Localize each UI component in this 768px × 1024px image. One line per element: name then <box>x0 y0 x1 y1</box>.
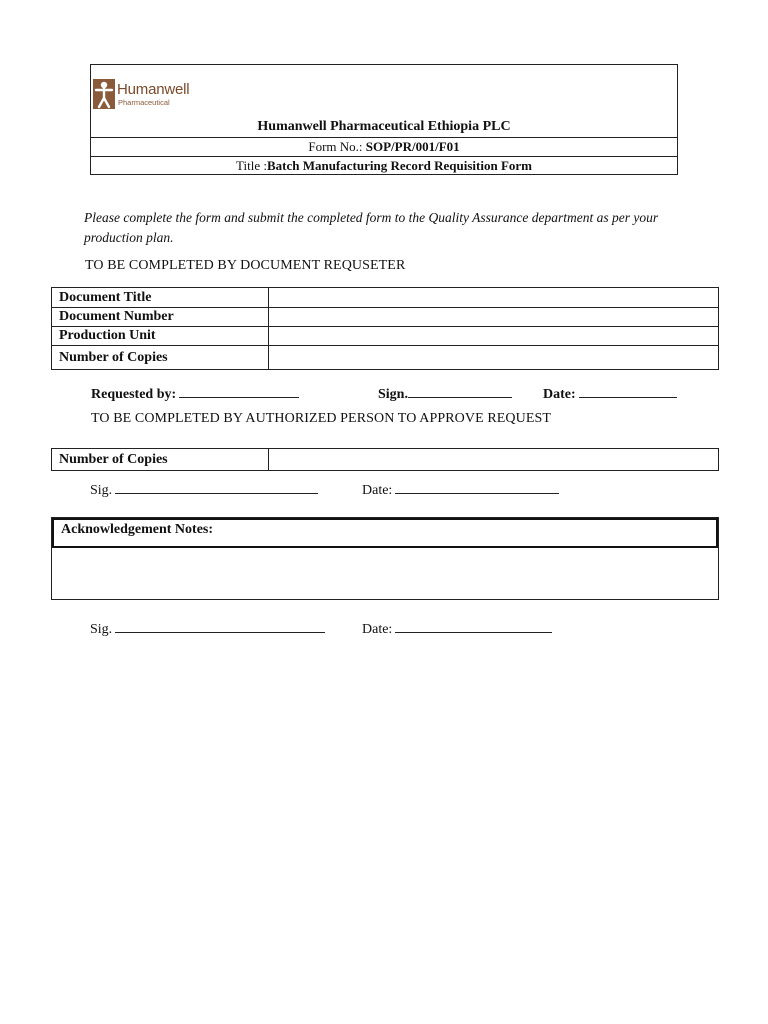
requested-by-field[interactable] <box>179 384 299 398</box>
humanwell-figure-icon <box>93 79 115 109</box>
row-label-approved-copies: Number of Copies <box>52 449 269 471</box>
approver-sig-label: Sig. <box>90 483 113 498</box>
ack-date-line <box>362 619 552 638</box>
production-unit-field[interactable] <box>269 327 719 346</box>
row-label-document-title: Document Title <box>52 288 269 308</box>
requested-by-line <box>91 384 299 403</box>
form-title-row <box>91 156 677 175</box>
approver-date-label: Date: <box>362 483 393 498</box>
requester-table <box>51 287 719 370</box>
requester-sign-line <box>378 384 512 403</box>
logo-name: Humanwell <box>117 81 190 98</box>
requester-date-field[interactable] <box>579 384 677 398</box>
table-row <box>52 449 719 471</box>
form-number-value: SOP/PR/001/F01 <box>365 139 460 154</box>
document-title-field[interactable] <box>269 288 719 308</box>
ack-date-label: Date: <box>362 622 393 637</box>
acknowledgement-box <box>51 517 719 600</box>
requester-date-line <box>543 384 677 403</box>
form-number-row <box>91 138 677 157</box>
requester-sign-label: Sign. <box>378 387 408 402</box>
ack-date-field[interactable] <box>395 619 552 633</box>
table-row <box>52 288 719 308</box>
table-row <box>52 308 719 327</box>
form-number-label: Form No.: <box>308 139 366 154</box>
company-name: Humanwell Pharmaceutical Ethiopia PLC <box>91 117 677 138</box>
row-label-document-number: Document Number <box>52 308 269 327</box>
form-header <box>90 64 678 175</box>
logo-subtitle: Pharmaceutical <box>118 98 170 107</box>
requester-date-label: Date: <box>543 387 576 402</box>
requester-sign-field[interactable] <box>408 384 512 398</box>
requested-by-label: Requested by: <box>91 387 177 402</box>
form-title-label: Title : <box>236 158 267 173</box>
acknowledgement-heading: Acknowledgement Notes: <box>52 518 718 548</box>
acknowledgement-notes-field[interactable] <box>52 548 718 599</box>
approved-copies-field[interactable] <box>269 449 719 471</box>
ack-sig-line <box>90 619 325 638</box>
row-label-production-unit: Production Unit <box>52 327 269 346</box>
instructions-text: Please complete the form and submit the completed form to the Quality Assurance department as per your production plan. <box>84 210 659 245</box>
approver-date-field[interactable] <box>395 480 559 494</box>
requester-section-heading: TO BE COMPLETED BY DOCUMENT REQUSETER <box>85 258 406 273</box>
approver-sig-field[interactable] <box>115 480 318 494</box>
ack-sig-label: Sig. <box>90 622 113 637</box>
ack-sig-field[interactable] <box>115 619 325 633</box>
document-number-field[interactable] <box>269 308 719 327</box>
number-of-copies-field[interactable] <box>269 346 719 370</box>
table-row <box>52 346 719 370</box>
approver-table <box>51 448 719 471</box>
table-row <box>52 327 719 346</box>
row-label-number-of-copies: Number of Copies <box>52 346 269 370</box>
form-title-value: Batch Manufacturing Record Requisition Form <box>266 158 532 173</box>
approver-sig-line <box>90 480 318 499</box>
company-logo <box>93 77 203 111</box>
approver-section-heading: TO BE COMPLETED BY AUTHORIZED PERSON TO APPROVE REQUEST <box>91 411 552 426</box>
approver-date-line <box>362 480 559 499</box>
